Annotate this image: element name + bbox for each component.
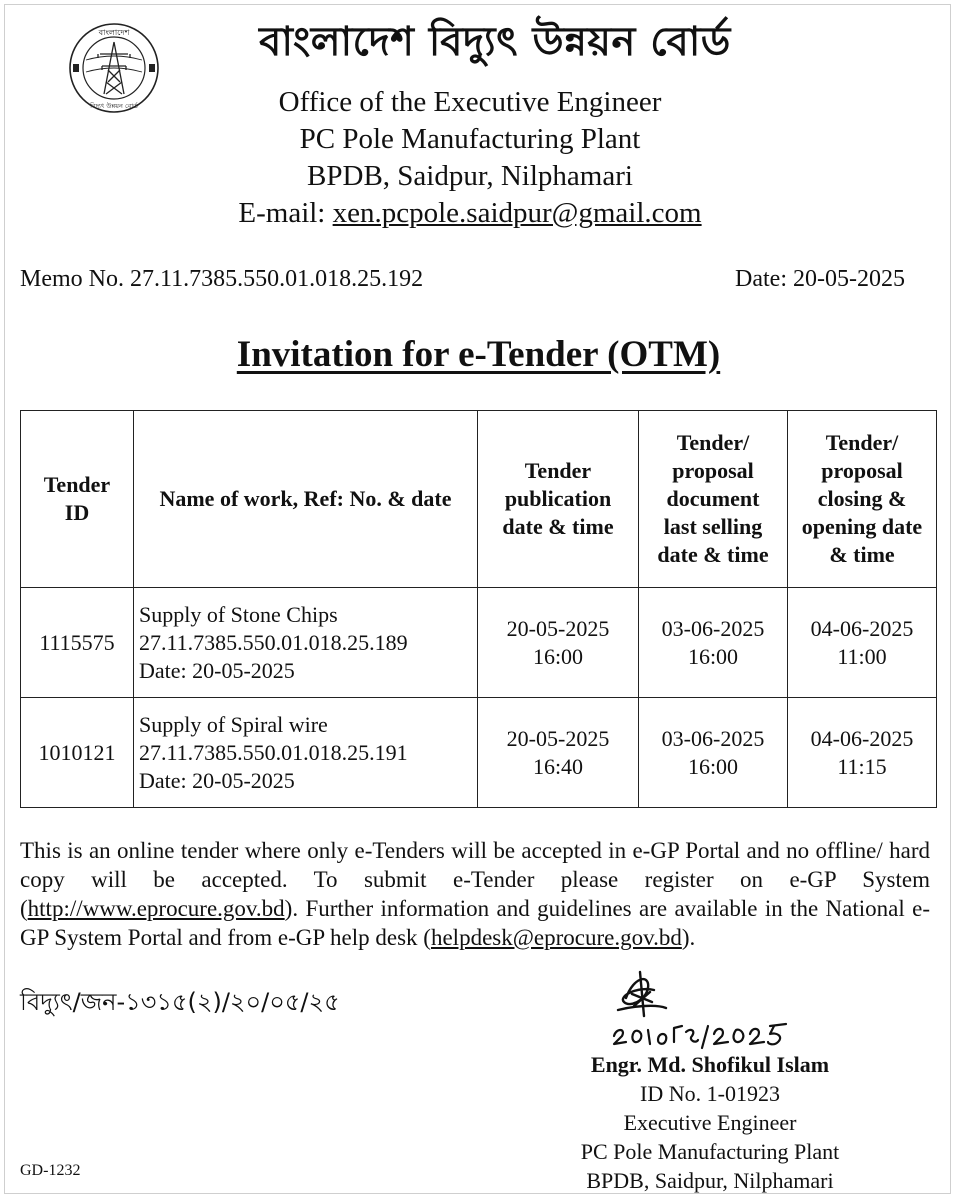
closing-cell: [788, 698, 937, 808]
closing-time: 11:00: [837, 643, 887, 669]
signatory-id: ID No. 1-01923: [640, 1081, 780, 1106]
paragraph-text: This is an online tender where only e-Tenders will be accepted in e-GP Portal and no offline/ hard copy will be accepted. To submit e-Tender please register on e-GP System (: [20, 838, 930, 921]
signatory-designation: Executive Engineer: [623, 1110, 797, 1135]
header-line: document: [666, 486, 760, 511]
header-line: proposal: [821, 458, 903, 483]
seal-top-text: বাংলাদেশ: [98, 28, 130, 37]
table-row: [21, 588, 937, 698]
last-selling-time: 16:00: [687, 643, 739, 669]
notice-title: [0, 330, 957, 380]
publication-time: 16:40: [532, 753, 584, 779]
header-line: closing &: [817, 486, 907, 511]
work-name: Supply of Stone Chips: [139, 601, 338, 627]
footer-code: GD-1232: [20, 1162, 81, 1179]
header-line: Tender/: [676, 430, 750, 455]
memo-number: Memo No. 27.11.7385.550.01.018.25.192: [20, 266, 424, 292]
email-label: E-mail:: [238, 197, 326, 229]
header-closing-opening: [788, 411, 937, 588]
work-date: Date: 20-05-2025: [139, 657, 295, 683]
header-line: ID: [64, 500, 90, 525]
last-selling-time: 16:00: [687, 753, 739, 779]
last-selling-date: 03-06-2025: [661, 615, 765, 641]
closing-time: 11:15: [837, 753, 887, 779]
publication-date: 20-05-2025: [506, 615, 610, 641]
tender-id-cell: 1010121: [21, 698, 134, 808]
location-line: BPDB, Saidpur, Nilphamari: [307, 160, 633, 192]
header-line: date & time: [502, 514, 614, 539]
publication-time: 16:00: [532, 643, 584, 669]
handwritten-signature-icon: [604, 968, 834, 1050]
last-selling-cell: [639, 698, 788, 808]
tender-table: [20, 410, 937, 808]
email-line: [150, 195, 790, 232]
work-ref: 27.11.7385.550.01.018.25.191: [139, 739, 408, 765]
publication-cell: [478, 588, 639, 698]
header-line: Name of work, Ref: No. & date: [159, 486, 452, 511]
table-row: [21, 698, 937, 808]
instructions-paragraph: [20, 836, 930, 952]
eprocure-link[interactable]: http://www.eprocure.gov.bd: [27, 896, 285, 921]
plant-line: PC Pole Manufacturing Plant: [299, 123, 641, 155]
last-selling-cell: [639, 588, 788, 698]
header-line: proposal: [672, 458, 754, 483]
header-line: & time: [829, 542, 895, 567]
header-line: last selling: [663, 514, 763, 539]
header-line: Tender: [43, 472, 111, 497]
work-date: Date: 20-05-2025: [139, 767, 295, 793]
signatory-location: BPDB, Saidpur, Nilphamari: [586, 1168, 834, 1193]
signatory-name: Engr. Md. Shofikul Islam: [590, 1052, 830, 1077]
header-work-name: [134, 411, 478, 588]
header-line: opening date: [801, 514, 923, 539]
office-line: Office of the Executive Engineer: [278, 86, 662, 118]
bpdb-seal-icon: [68, 22, 160, 114]
work-ref: 27.11.7385.550.01.018.25.189: [139, 629, 408, 655]
bangla-reference-number: বিদ্যুৎ/জন-১৩১৫(২)/২০/০৫/২৫: [20, 988, 340, 1016]
email-link[interactable]: xen.pcpole.saidpur@gmail.com: [332, 197, 702, 229]
closing-cell: [788, 588, 937, 698]
header-last-selling: [639, 411, 788, 588]
work-cell: [134, 588, 478, 698]
header-publication: [478, 411, 639, 588]
work-cell: [134, 698, 478, 808]
publication-date: 20-05-2025: [506, 725, 610, 751]
header-line: date & time: [657, 542, 769, 567]
tender-id-cell: 1115575: [21, 588, 134, 698]
notice-title-text: Invitation for e-Tender (OTM): [236, 334, 721, 375]
memo-date: Date: 20-05-2025: [735, 266, 905, 292]
header-line: Tender: [524, 458, 592, 483]
signatory-block: [540, 1050, 880, 1195]
helpdesk-email-link[interactable]: helpdesk@eprocure.gov.bd: [430, 925, 682, 950]
table-header-row: [21, 411, 937, 588]
work-name: Supply of Spiral wire: [139, 711, 328, 737]
paragraph-text: ). Further information and guidelines are available in the National e-GP System Portal and from e-GP help desk (: [20, 896, 930, 950]
office-address-block: [150, 84, 790, 232]
header-tender-id: [21, 411, 134, 588]
header-line: publication: [504, 486, 612, 511]
last-selling-date: 03-06-2025: [661, 725, 765, 751]
paragraph-text: ).: [681, 925, 696, 950]
header-line: Tender/: [825, 430, 899, 455]
seal-bottom-text: বিদ্যুৎ উন্নয়ন বোর্ড: [90, 102, 138, 110]
publication-cell: [478, 698, 639, 808]
closing-date: 04-06-2025: [810, 725, 914, 751]
closing-date: 04-06-2025: [810, 615, 914, 641]
signatory-plant: PC Pole Manufacturing Plant: [580, 1139, 840, 1164]
organization-name: বাংলাদেশ বিদ্যুৎ উন্নয়ন বোর্ড: [259, 19, 731, 65]
